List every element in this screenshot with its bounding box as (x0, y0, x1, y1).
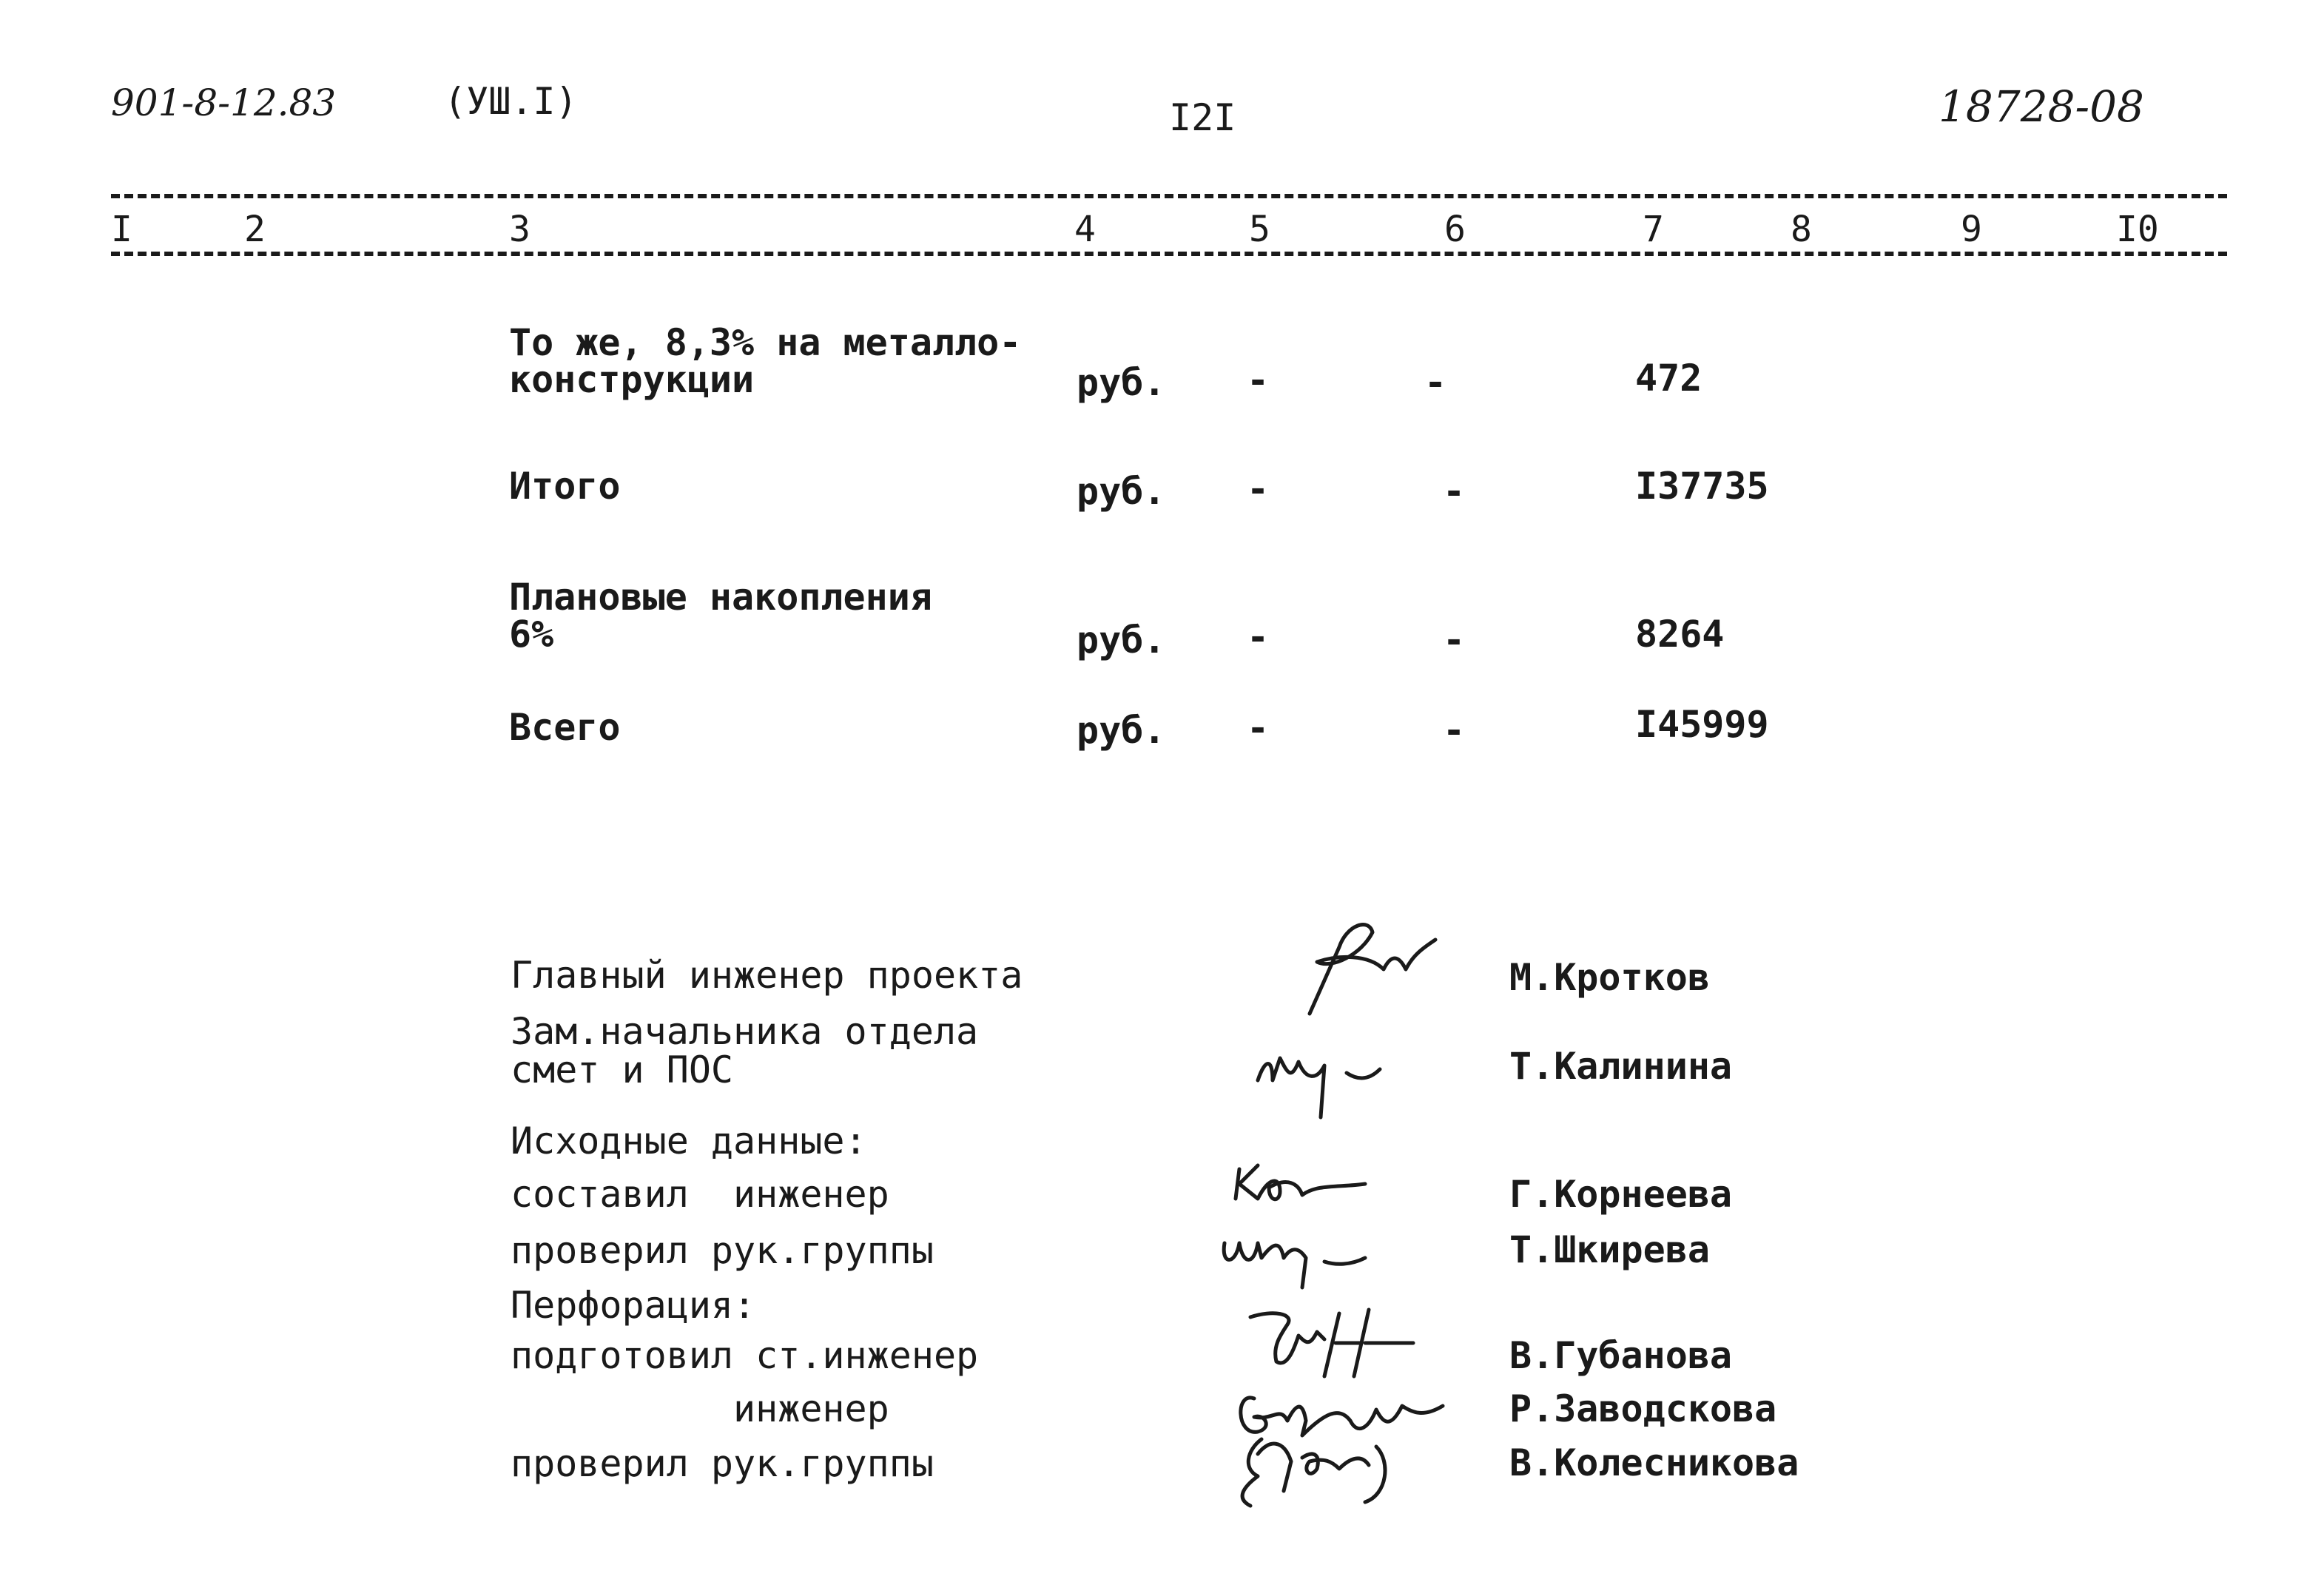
row-col7: 8264 (1635, 613, 1725, 656)
row-name: Плановые накопления 6% (509, 576, 932, 656)
column-header-5: 5 (1249, 209, 1270, 250)
row-unit: руб. (1077, 619, 1166, 662)
registration-number: 18728-08 (1939, 81, 2144, 132)
column-header-6: 6 (1444, 209, 1466, 250)
table-header-rule (111, 252, 2227, 256)
row-col5: - (1247, 468, 1270, 511)
row-col6: - (1443, 709, 1466, 752)
signature-handwriting-icon (1243, 1302, 1428, 1384)
column-header-3: 3 (509, 209, 531, 250)
column-header-8: 8 (1791, 209, 1812, 250)
row-col5: - (1247, 616, 1270, 659)
column-header-2: 2 (244, 209, 266, 250)
column-header-10: I0 (2116, 209, 2159, 250)
signature-role: инженер (511, 1387, 889, 1430)
signature-name: Р.Заводскова (1509, 1387, 1777, 1430)
row-col7: 472 (1635, 357, 1702, 400)
row-col7: I37735 (1635, 465, 1769, 508)
section-code: (УШ.I) (444, 80, 578, 123)
signature-role: Главный инженер проекта (511, 954, 1023, 997)
signature-role: подготовил ст.инженер (511, 1334, 979, 1377)
signature-name: В.Губанова (1509, 1334, 1733, 1377)
signature-handwriting-icon (1287, 903, 1450, 1029)
row-name: То же, 8,3% на металло- конструкции (509, 321, 1022, 401)
signature-handwriting-icon (1228, 1424, 1450, 1513)
signature-name: М.Кротков (1509, 956, 1710, 999)
column-header-1: I (111, 209, 132, 250)
row-col6: - (1443, 619, 1466, 662)
page-number: I2I (1169, 96, 1236, 139)
signature-role: проверил рук.группы (511, 1442, 934, 1485)
row-col5: - (1247, 707, 1270, 750)
signature-handwriting-icon (1228, 1154, 1376, 1214)
signature-section-heading: Исходные данные: (511, 1120, 867, 1162)
row-unit: руб. (1077, 361, 1166, 404)
row-unit: руб. (1077, 709, 1166, 752)
table-top-rule (111, 194, 2227, 198)
signature-role: проверил рук.группы (511, 1229, 934, 1272)
signature-role: Зам.начальника отдела смет и ПОС (511, 1010, 979, 1091)
doc-code: 901-8-12.83 (111, 81, 337, 124)
row-col6: - (1424, 361, 1447, 404)
signature-name: В.Колесникова (1509, 1441, 1799, 1484)
row-col5: - (1247, 359, 1270, 402)
row-col7: I45999 (1635, 703, 1769, 746)
row-name: Итого (509, 465, 621, 508)
column-header-9: 9 (1961, 209, 1982, 250)
signature-handwriting-icon (1213, 1214, 1391, 1295)
signature-role: составил инженер (511, 1173, 889, 1216)
row-col6: - (1443, 470, 1466, 513)
column-header-7: 7 (1643, 209, 1664, 250)
row-name: Всего (509, 706, 621, 749)
row-unit: руб. (1077, 470, 1166, 513)
signature-handwriting-icon (1250, 1029, 1398, 1125)
column-header-4: 4 (1074, 209, 1096, 250)
signature-name: Г.Корнеева (1509, 1173, 1733, 1216)
signature-name: Т.Шкирева (1509, 1228, 1710, 1271)
signature-name: Т.Калинина (1509, 1045, 1733, 1088)
signature-section-heading: Перфорация: (511, 1284, 756, 1327)
